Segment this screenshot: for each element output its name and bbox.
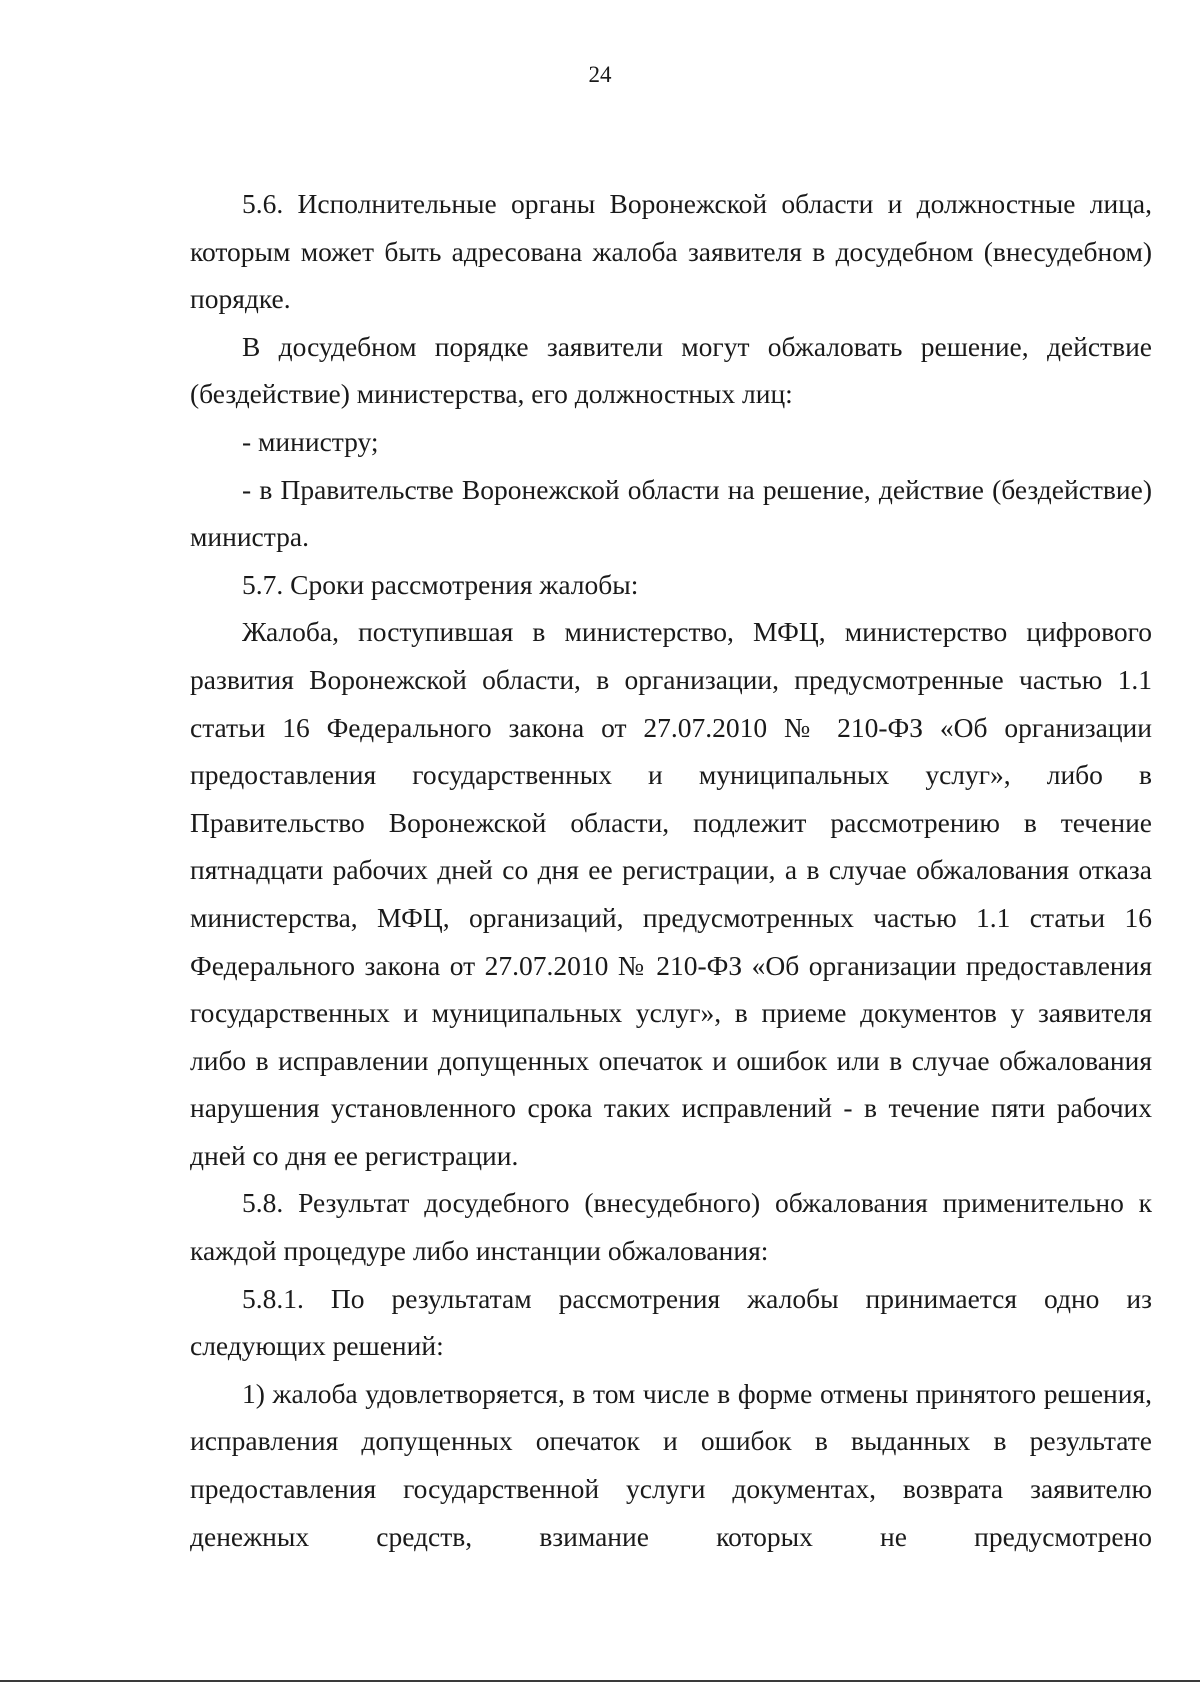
paragraph-complaint-terms: Жалоба, поступившая в министерство, МФЦ, министерство цифрового развития Воронежской области, в организации, предусмотренные частью 1.1 статьи 16 Федерального закона от 27.07.2010 № 210-ФЗ «Об организации предоставления государственных и муниципальных услуг», либо в Правительство Воронежской области, подлежит рассмотрению в течение пятнадцати рабочих дней со дня ее регистрации, а в случае обжалования отказа министерства, МФЦ, организаций, предусмотренных частью 1.1 статьи 16 Федерального закона от 27.07.2010 № 210-ФЗ «Об организации предоставления государственных и муниципальных услуг», в приеме документов у заявителя либо в исправлении допущенных опечаток и ошибок или в случае обжалования нарушения установленного срока таких исправлений - в течение пяти рабочих дней со дня ее регистрации.	[190, 616, 1152, 1171]
document-body	[190, 180, 1152, 1560]
paragraph-pretrial-appeal: В досудебном порядке заявители могут обжаловать решение, действие (бездействие) министерства, его должностных лиц:	[190, 330, 1152, 410]
list-item-minister: - министру;	[242, 425, 379, 457]
page-number: 24	[588, 62, 612, 87]
page-bottom-rule	[0, 1680, 1200, 1682]
paragraph-5-7: 5.7. Сроки рассмотрения жалобы:	[242, 568, 639, 600]
list-item-government: - в Правительстве Воронежской области на решение, действие (бездействие) министра.	[190, 473, 1152, 553]
paragraph-5-6: 5.6. Исполнительные органы Воронежской области и должностные лица, которым может быть адресована жалоба заявителя в досудебном (внесудебном) порядке.	[190, 188, 1152, 315]
paragraph-decision-1: 1) жалоба удовлетворяется, в том числе в форме отмены принятого решения, исправления допущенных опечаток и ошибок в выданных в результате предоставления государственной услуги документах, возврата заявителю денежных средств, взимание которых не предусмотрено	[190, 1377, 1152, 1552]
paragraph-5-8-1: 5.8.1. По результатам рассмотрения жалобы принимается одно из следующих решений:	[190, 1282, 1152, 1362]
paragraph-5-8: 5.8. Результат досудебного (внесудебного) обжалования применительно к каждой процедуре либо инстанции обжалования:	[190, 1187, 1152, 1267]
